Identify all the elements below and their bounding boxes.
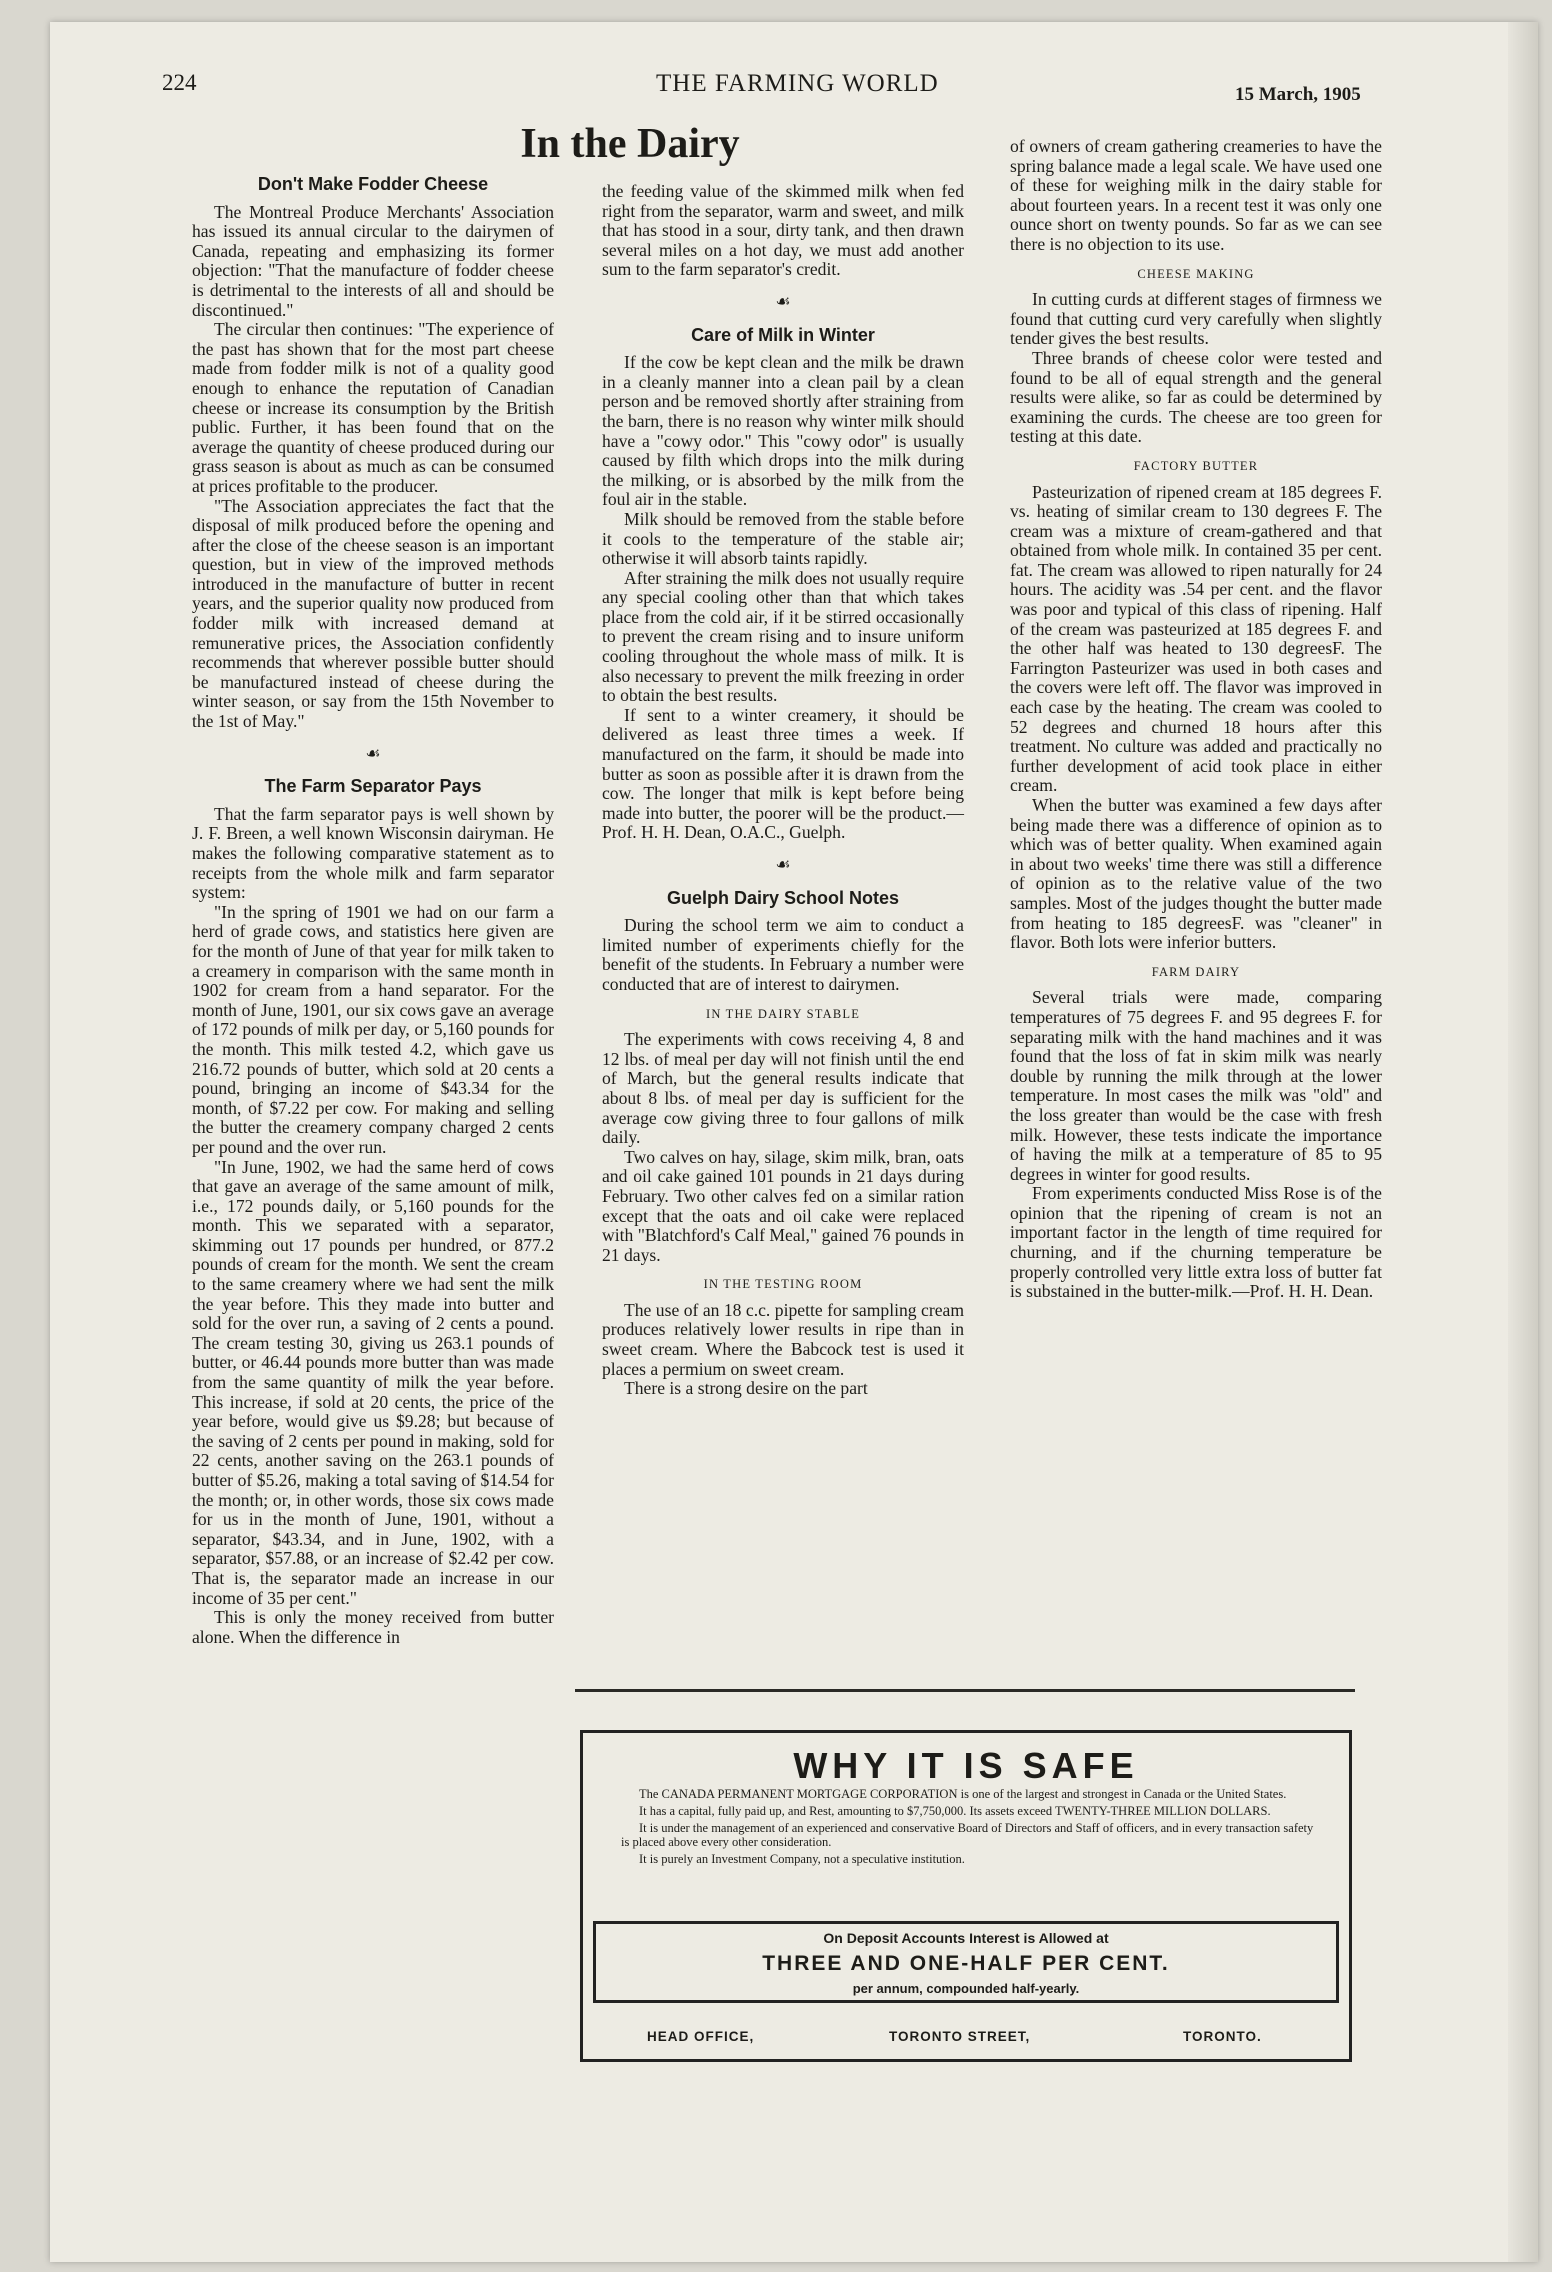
ad-paragraph: The CANADA PERMANENT MORTGAGE CORPORATION is one of the largest and strongest in Canada or the United States. (639, 1787, 1287, 1801)
column-2 (602, 182, 964, 1399)
article-heading: The Farm Separator Pays (264, 776, 482, 797)
ad-paragraph: It has a capital, fully paid up, and Rest, amounting to $7,750,000. Its assets exceed TWENTY-THREE MILLION DOLLARS. (639, 1804, 1271, 1818)
ad-paragraph: It is under the management of an experienced and conservative Board of Directors and Staff of officers, and in every transaction safety is placed above every other consideration. (621, 1821, 1314, 1849)
paragraph: If sent to a winter creamery, it should be delivered as least three times a week. If manufactured on the farm, it should be made into butter as soon as possible after it is drawn from the cow. The longer that milk is kept before being made into butter, the poorer will be the product.—Prof. H. H. Dean, O.A.C., Guelph. (602, 704, 964, 843)
ornament-icon: ☙ (775, 855, 791, 874)
ornament-icon: ☙ (365, 743, 381, 763)
column-1 (192, 175, 554, 1647)
ad-footer-left: HEAD OFFICE, (647, 2029, 755, 2044)
section-subheading: FACTORY BUTTER (1133, 458, 1259, 473)
section-subheading: IN THE TESTING ROOM (703, 1277, 863, 1292)
paragraph: In cutting curds at different stages of firmness we found that cutting curd very carefully when slightly tender gives the best results. (1010, 289, 1382, 349)
section-subheading: CHEESE MAKING (1137, 266, 1255, 281)
section-subheading: FARM DAIRY (1151, 964, 1241, 979)
column-3 (1010, 137, 1382, 1302)
paragraph: of owners of cream gathering creameries to have the spring balance made a legal scale. We have used one of these for weighing milk in the dairy stable for about fourteen years. In a recent test it was only one ounce short on twenty pounds. So far as we can see there is no objection to its use. (1010, 136, 1382, 254)
paragraph: the feeding value of the skimmed milk when fed right from the separator, warm and sweet, and milk that has stood in a sour, dirty tank, and then drawn several miles on a hot day, we must add another sum to the farm separator's credit. (602, 181, 964, 280)
divider-rule (575, 1689, 1355, 1692)
article-heading: Care of Milk in Winter (691, 324, 875, 345)
department-title: In the Dairy (520, 121, 740, 167)
paragraph: After straining the milk does not usually require any special cooling other than that which takes place from the cold air, if it be stirred occasionally to prevent the cream rising and to insure uniform cooling throughout the whole mass of milk. It is also necessary to prevent the milk freezing in order to obtain the best results. (602, 567, 964, 706)
paragraph: Two calves on hay, silage, skim milk, bran, oats and oil cake gained 101 pounds in 21 days during February. Two other calves fed on a similar ration except that the oats and oil cake were replaced with "Blatchford's Calf Meal," gained 76 pounds in 21 days. (602, 1146, 964, 1265)
issue-date: 15 March, 1905 (1235, 84, 1361, 105)
paragraph: "The Association appreciates the fact that the disposal of milk produced before the opening and after the close of the cheese season is an important question, but in view of the improved methods introduced in the manufacture of butter in recent years, and the superior quality now produced from fodder milk with increased demand at remunerative prices, the Association confidently recommends that wherever possible butter should be manufactured instead of cheese during the winter season, or say from the 15th November to the 1st of May." (192, 495, 554, 732)
paragraph: Milk should be removed from the stable before it cools to the temperature of the stable air; otherwise it will absorb taints rapidly. (602, 508, 964, 569)
ad-box-rate: THREE AND ONE-HALF PER CENT. (762, 1952, 1170, 1975)
paragraph: From experiments conducted Miss Rose is of the opinion that the ripening of cream is not an important factor in the length of time required for churning, and if the churning temperature be properly controlled very little extra loss of butter fat is substained in the butter-milk.—Prof. H. H. Dean. (1010, 1183, 1382, 1302)
paragraph: That the farm separator pays is well shown by J. F. Breen, a well known Wisconsin dairyman. He makes the following comparative statement as to receipts from the whole milk and farm separator system: (192, 803, 554, 903)
ad-footer-middle: TORONTO STREET, (889, 2029, 1031, 2044)
paragraph: There is a strong desire on the part (624, 1378, 868, 1399)
ad-box-line: per annum, compounded half-yearly. (852, 1981, 1080, 1996)
masthead: THE FARMING WORLD (656, 70, 939, 97)
article-heading: Don't Make Fodder Cheese (257, 174, 489, 194)
paragraph: "In June, 1902, we had the same herd of cows that gave an average of the same amount of milk, i.e., 172 pounds daily, or 5,160 pounds for the month. This we separated with a separator, skimming out 17 pounds per hundred, or 877.2 pounds of cream for the month. We sent the cream to the same creamery where we had sent the milk the year before. This they made into butter and sold for the over run, a saving of 2 cents a pound. The cream testing 30, giving us 263.1 pounds of butter, or 46.44 pounds more butter than was made from the same quantity of milk the year before. This increase, if sold at 20 cents, the price of the year before, would give us $9.28; but because of the saving of 2 cents per pound in making, sold for 22 cents, another saving on the 263.1 pounds of butter of $5.26, making a total saving of $14.54 for the month; or, in other words, those six cows made for us in the month of June, 1901, without a separator, $43.34, and in June, 1902, with a separator, $57.88, or an increase of $2.42 per cow. That is, the separator made an increase in our income of 35 per cent." (192, 1156, 554, 1608)
advertisement (580, 1730, 1352, 2062)
paragraph: During the school term we aim to conduct a limited number of experiments chiefly for the benefit of the students. In February a number were conducted that are of interest to dairymen. (602, 915, 964, 994)
ad-interest-box (593, 1921, 1339, 2003)
page-edge-shadow (1508, 22, 1538, 2262)
paragraph: The circular then continues: "The experience of the past has shown that for the most part cheese made from fodder milk is not of a quality good enough to enhance the reputation of Canadian cheese or increase its consumption by the British public. Further, it has been found that on the average the quantity of cheese produced during our grass season is about as much as can be consumed at prices profitable to the producer. (192, 319, 554, 496)
ad-paragraph: It is purely an Investment Company, not a speculative institution. (639, 1852, 965, 1866)
paragraph: Pasteurization of ripened cream at 185 degrees F. vs. heating of similar cream to 130 degrees F. The cream was a mixture of cream-gathered and that obtained from whole milk. In contained 35 per cent. fat. The cream was allowed to ripen naturally for 24 hours. The acidity was .54 per cent. and the flavor was poor and typical of this class of ripening. Half of the cream was pasteurized at 185 degrees F. and the other half was heated to 130 degreesF. The Farrington Pasteurizer was used in both cases and the covers were left off. The flavor was improved in each case by the heating. The cream was cooled to 52 degrees and churned 18 hours after this treatment. No culture was added and practically no further development of acid took place in either cream. (1010, 481, 1382, 796)
paragraph: The Montreal Produce Merchants' Association has issued its annual circular to the dairymen of Canada, repeating and emphasizing its former objection: "That the manufacture of fodder cheese is detrimental to the interests of all and should be discontinued." (192, 201, 554, 320)
ad-title: WHY IT IS SAFE (793, 1745, 1139, 1786)
paragraph: Several trials were made, comparing temperatures of 75 degrees F. and 95 degrees F. for separating milk with the hand machines and it was found that the loss of fat in skim milk was nearly double by running the milk through at the lower temperature. In most cases the milk was "old" and the loss greater than would be the case with fresh milk. However, these tests indicate the importance of having the milk at a temperature of 85 to 95 degrees in winter for good results. (1010, 987, 1382, 1184)
paragraph: The experiments with cows receiving 4, 8 and 12 lbs. of meal per day will not finish until the end of March, but the general results indicate that about 8 lbs. of meal per day is sufficient for the average cow giving three to four gallons of milk daily. (602, 1029, 964, 1148)
paragraph: "In the spring of 1901 we had on our farm a herd of grade cows, and statistics here given are for the month of June of that year for milk taken to a creamery in comparison with the same month in 1902 for cream from a hand separator. For the month of June, 1901, our six cows gave an average of 172 pounds of milk per day, or 5,160 pounds for the month. This milk tested 4.2, which gave us 216.72 pounds of butter, which sold at 20 cents a pound, bringing an income of $43.34 for the month, of $7.22 per cow. For making and selling the butter the creamery company charged 2 cents per pound and the over run. (192, 901, 554, 1157)
section-subheading: IN THE DAIRY STABLE (705, 1006, 861, 1021)
paragraph: If the cow be kept clean and the milk be drawn in a cleanly manner into a clean pail by a clean person and be removed shortly after straining from the barn, there is no reason why winter milk should have a "cowy odor." This "cowy odor" is usually caused by filth which drops into the milk during the milking, or is absorbed by the milk from the foul air in the stable. (602, 352, 964, 510)
article-heading: Guelph Dairy School Notes (666, 887, 900, 908)
ad-footer-right: TORONTO. (1183, 2029, 1262, 2044)
paragraph: When the butter was examined a few days after being made there was a difference of opinion as to which was of better quality. When examined again in about two weeks' time there was still a difference of opinion as to the relative value of the two samples. Most of the judges thought the butter made from heating to 185 degreesF. was "cleaner" in flavor. Both lots were inferior butters. (1010, 795, 1382, 953)
ad-body (621, 1787, 1321, 1869)
page-number: 224 (162, 70, 197, 95)
paragraph: The use of an 18 c.c. pipette for sampling cream produces relatively lower results in ripe than in sweet cream. Where the Babcock test is used it places a permium on sweet cream. (602, 1299, 964, 1379)
ad-box-line: On Deposit Accounts Interest is Allowed at (823, 1930, 1109, 1946)
ornament-icon: ☙ (775, 291, 791, 311)
paragraph: This is only the money received from butter alone. When the difference in (192, 1607, 554, 1647)
paragraph: Three brands of cheese color were tested and found to be all of equal strength and the general results were alike, so far as could be determined by examining the curds. The cheese are too green for testing at this date. (1010, 347, 1382, 447)
